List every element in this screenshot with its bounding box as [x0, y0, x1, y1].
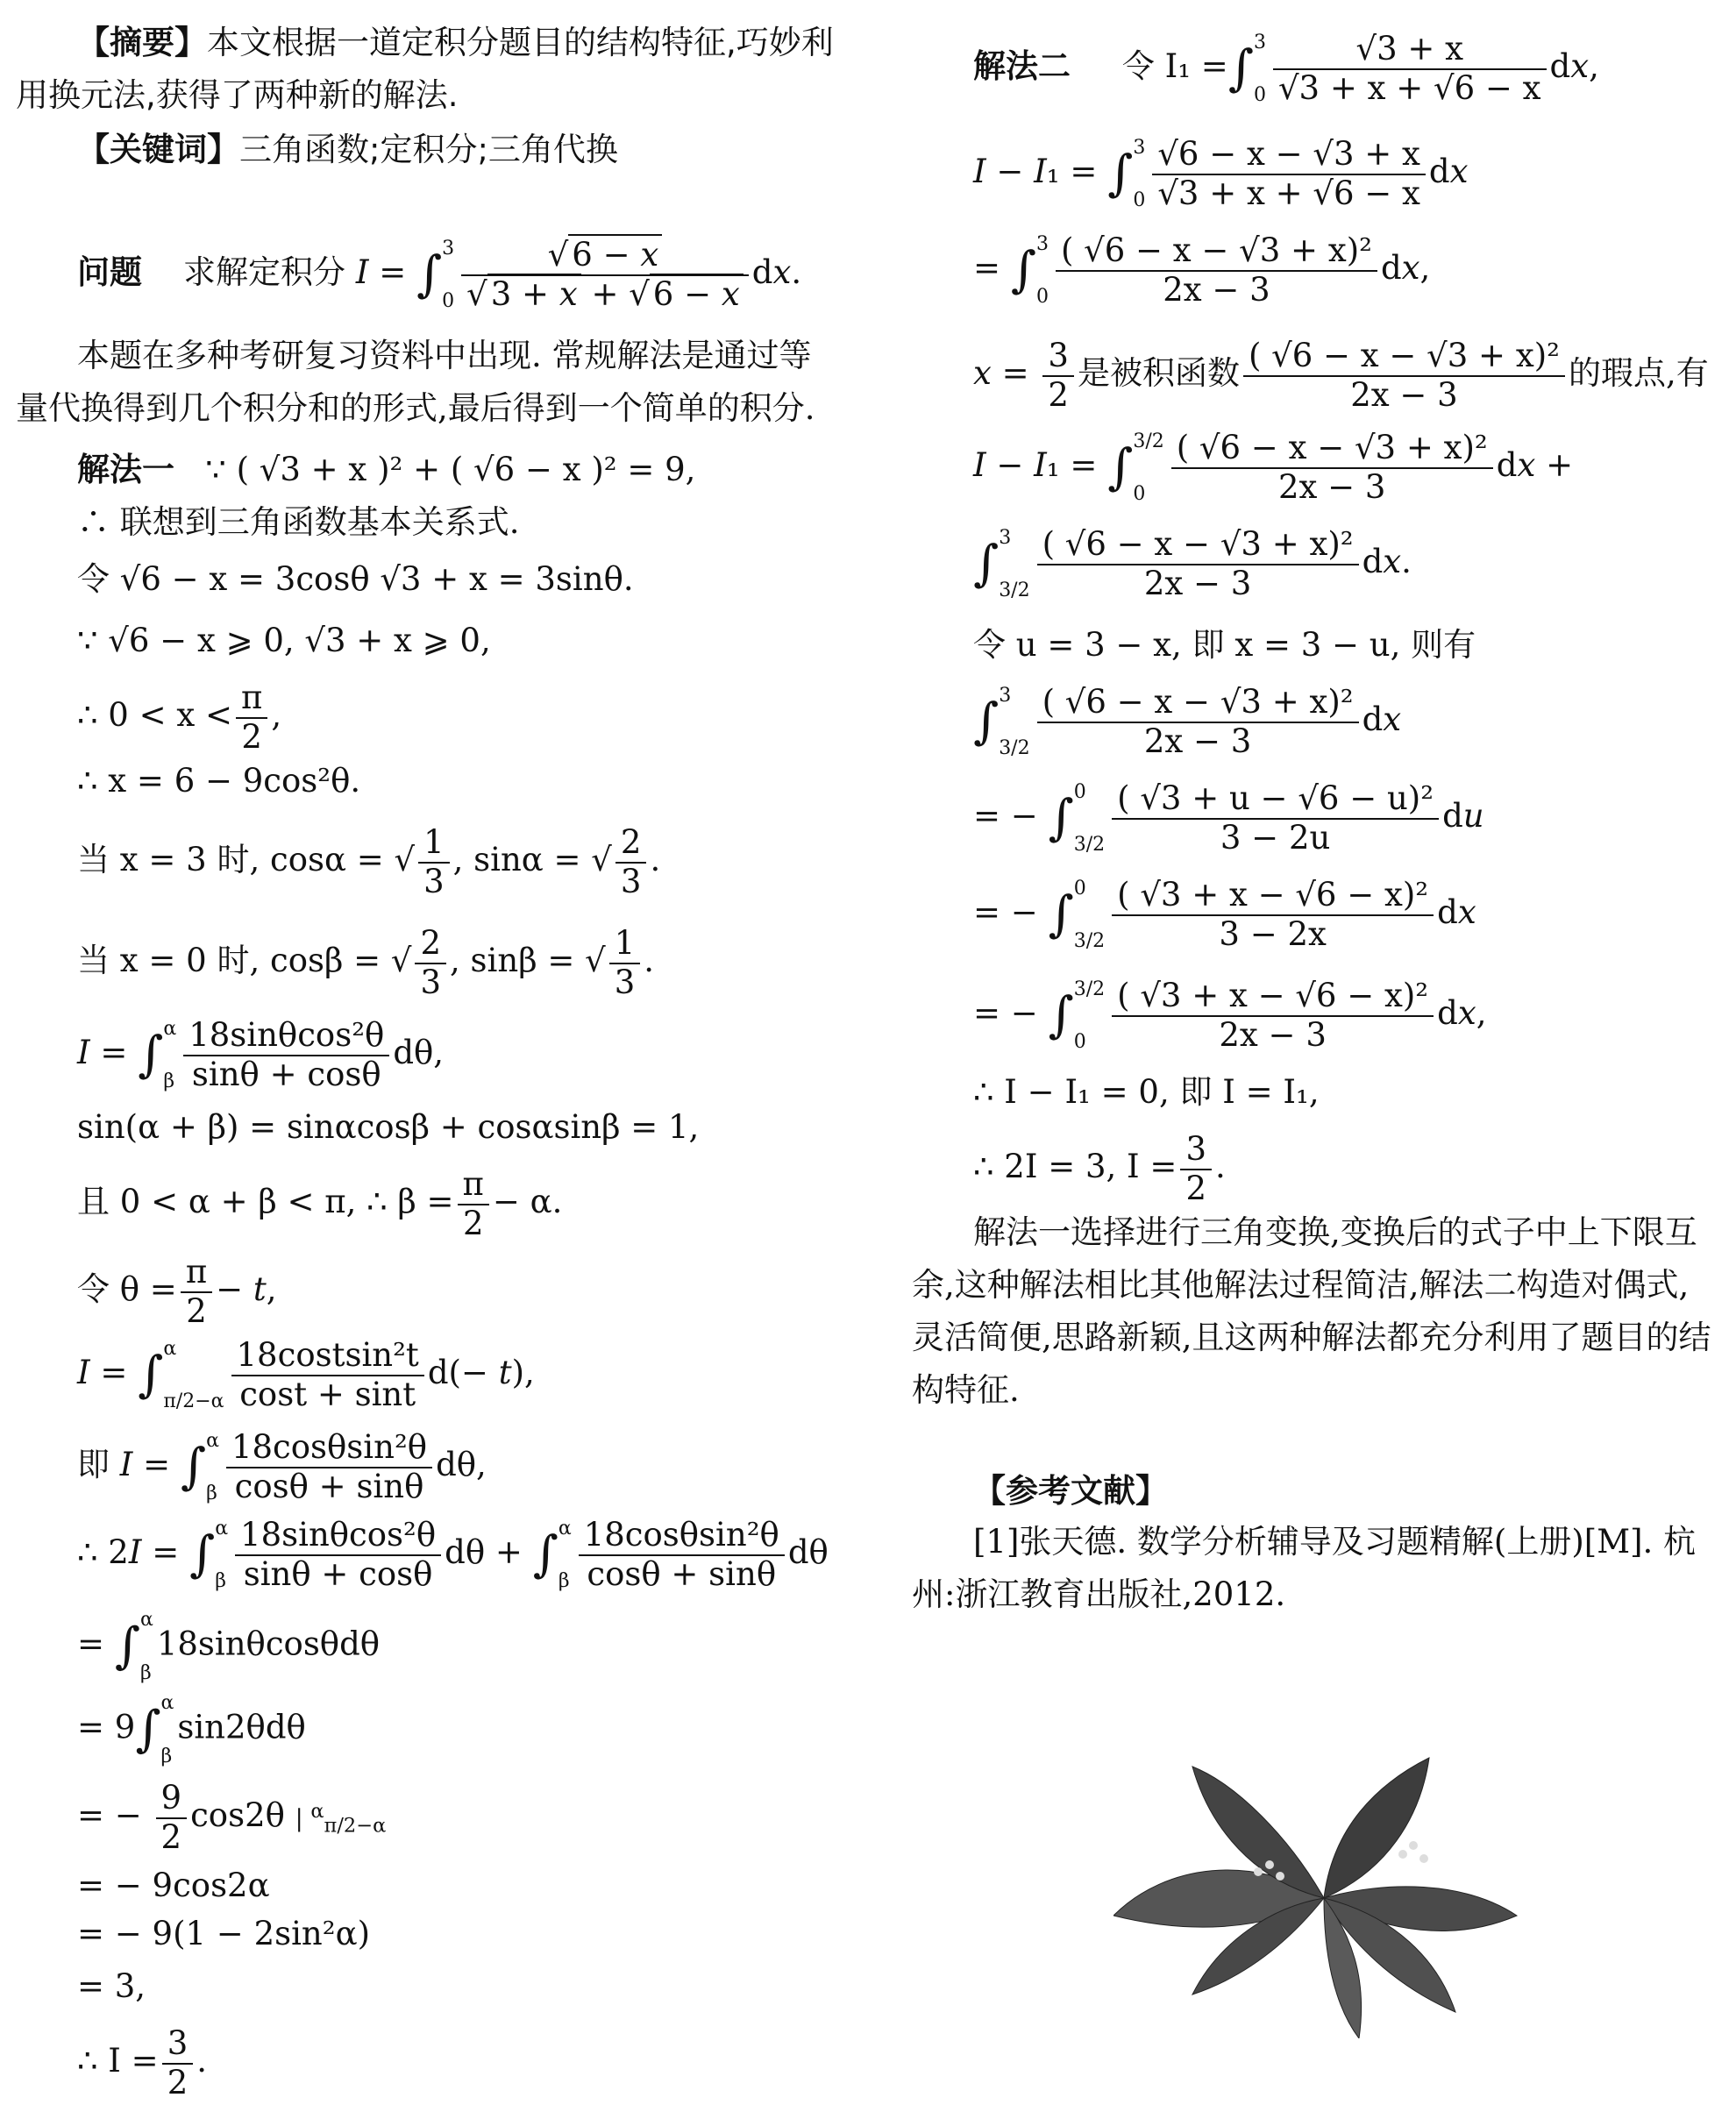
m1-l22: ∴ I = $\frac{3}{2}$ . — [77, 2024, 207, 2101]
ref1-line-2: 州:浙江教育出版社,2012. — [912, 1575, 1286, 1613]
keywords-line — [77, 132, 618, 169]
summary-2: 余,这种解法相比其他解法过程简洁,解法二构造对偶式, — [912, 1266, 1690, 1304]
m2-l4: x = $\frac{3}{2}$ 是被积函数 $\frac{\text{( √6 − x − √3 + x)²}}{2x - 3}$ 的瑕点,有 — [973, 337, 1709, 414]
m2-l12: ∴ 2I = 3, I = $\frac{3}{2}$ . — [973, 1130, 1226, 1207]
m2-l7: ∫ 3 3/2 $\frac{\text{( √6 − x − √3 + x)²}}{2x - 3}$ dx — [973, 683, 1402, 760]
intro-line-1: 本题在多种考研复习资料中出现. 常规解法是通过等 — [77, 337, 812, 374]
m1-l19: = − 9cos2α — [77, 1867, 270, 1904]
keywords-label: 【关键词】 — [77, 131, 239, 168]
m2-l5b: ∫ 3 3/2 $\frac{\text{( √6 − x − √3 + x)²}}{2x - 3}$ dx. — [973, 525, 1412, 602]
m1-l5: ∴ 0 < x < — [77, 696, 232, 735]
m1-l6: ∴ x = 6 − 9cos²θ. — [77, 762, 361, 800]
method1-label: 解法一 — [77, 451, 174, 488]
abstract-label: 【摘要】 — [77, 24, 207, 61]
keywords-text: 三角函数;定积分;三角代换 — [239, 131, 618, 168]
m1-l8: 当 x = 0 时, cosβ = √ $\frac{2}{3}$ , sinβ = √ $\frac{1}{3}$ . — [77, 924, 654, 1001]
problem-text: 求解定积分 — [183, 253, 346, 292]
m1-l5-line: ∴ 0 < x < $\frac{\pi}{2}$ , — [77, 679, 282, 756]
m2-l11: ∴ I − I₁ = 0, 即 I = I₁, — [973, 1073, 1320, 1111]
m1-l21: = 3, — [77, 1967, 146, 2005]
summary-1: 解法一选择进行三角变换,变换后的式子中上下限互 — [973, 1213, 1697, 1251]
m1-l20: = − 9(1 − 2sin²α) — [77, 1915, 371, 1952]
problem-label: 问题 — [77, 253, 142, 292]
m1-l12: 令 θ = $\frac{\pi}{2}$ − t, — [77, 1253, 277, 1330]
m1-l16: = ∫ α β 18sinθcosθdθ — [77, 1609, 381, 1684]
m1-l1: ∵ ( √3 + x )² + ( √6 − x )² = 9, — [205, 451, 696, 488]
m1-l4: ∵ √6 − x ⩾ 0, √3 + x ⩾ 0, — [77, 622, 491, 659]
m2-l5: I − I₁ = ∫ 3/2 0 $\frac{\text{( √6 − x − √3 + x)²}}{2x - 3}$ dx + — [973, 429, 1574, 506]
method2-label: 解法二 — [973, 47, 1071, 86]
m1-l9: I = ∫ α β $\frac{\text{18sinθcos²θ}}{\sin\theta + \cos\theta}$ dθ, — [77, 1016, 445, 1093]
m1-l10: sin(α + β) = sinαcosβ + cosαsinβ = 1, — [77, 1108, 700, 1146]
leaf-decoration-image — [1113, 1749, 1534, 2038]
m2-l10: = − ∫ 3/2 0 $\frac{\text{( √3 + x − √6 − x)²}}{2x - 3}$ dx, — [973, 977, 1487, 1054]
summary-4: 构特征. — [912, 1371, 1020, 1409]
ref1-line-1: [1]张天德. 数学分析辅导及习题精解(上册)[M]. 杭 — [973, 1523, 1697, 1561]
intro-line-2: 量代换得到几个积分和的形式,最后得到一个简单的积分. — [16, 389, 815, 427]
method1-line-1 — [77, 452, 695, 489]
problem-I: I = — [355, 253, 407, 292]
abstract-line-2: 用换元法,获得了两种新的解法. — [16, 76, 459, 114]
m2-l9: = − ∫ 0 3/2 $\frac{\text{( √3 + x − √6 − x)²}}{3 - 2x}$ dx — [973, 876, 1476, 953]
m2-l6: 令 u = 3 − x, 即 x = 3 − u, 则有 — [973, 626, 1476, 664]
m1-l11: 且 0 < α + β < π, ∴ β = $\frac{\pi}{2}$ − α. — [77, 1165, 563, 1242]
m2-l8: = − ∫ 0 3/2 $\frac{\text{( √3 + u − √6 − u)²}}{3 - 2u}$ du — [973, 779, 1484, 857]
m1-l18: = − $\frac{9}{2}$ cos2θ | $^\alpha_{\pi/2-\alpha}$ — [77, 1779, 387, 1856]
m1-l2: ∴ 联想到三角函数基本关系式. — [77, 503, 520, 541]
abstract-line-1 — [77, 25, 834, 62]
m1-l7: 当 x = 3 时, cosα = √ $\frac{1}{3}$ , sinα = √ $\frac{2}{3}$ . — [77, 823, 661, 900]
summary-3: 灵活简便,思路新颖,且这两种解法都充分利用了题目的结 — [912, 1319, 1711, 1356]
m1-l15: ∴ 2I = ∫ α β $\frac{\text{18sinθcos²θ}}{\sin\theta + \cos\theta}$ dθ + ∫ α β $\frac{\text{18cosθsin²θ}}{\cos\theta + \sin\theta}$ dθ — [77, 1516, 829, 1593]
m1-l13: I = ∫ α π/2−α $\frac{\text{18costsin²t}}{\cos t + \sin t}$ d(− t), — [77, 1336, 535, 1413]
problem-statement: 问题 求解定积分 I = ∫ 3 0 $\frac{√ 6 - x}{√ 3 + x + √ 6 - x}$ dx. — [77, 236, 802, 313]
references-label: 【参考文献】 — [973, 1472, 1168, 1510]
m2-l1: 解法二 令 I₁ =∫ 3 0 $\frac{√3 + x}{√3 + x + √6 - x}$ dx, — [973, 30, 1599, 107]
m1-l3: 令 √6 − x = 3cosθ √3 + x = 3sinθ. — [77, 560, 634, 598]
abstract-text-1: 本文根据一道定积分题目的结构特征,巧妙利 — [207, 24, 834, 61]
m1-l14: 即 I = ∫ α β $\frac{\text{18cosθsin²θ}}{\cos\theta + \sin\theta}$ dθ, — [77, 1428, 487, 1505]
m2-l2: I − I₁ = ∫ 3 0 $\frac{√6 - x - √3 + x}{√3 + x + √6 - x}$ dx — [973, 135, 1469, 212]
m1-l17: = 9∫ α β sin2θdθ — [77, 1692, 306, 1767]
m2-l3: = ∫ 3 0 $\frac{\text{( √6 − x − √3 + x)²}}{2x - 3}$ dx, — [973, 231, 1431, 309]
